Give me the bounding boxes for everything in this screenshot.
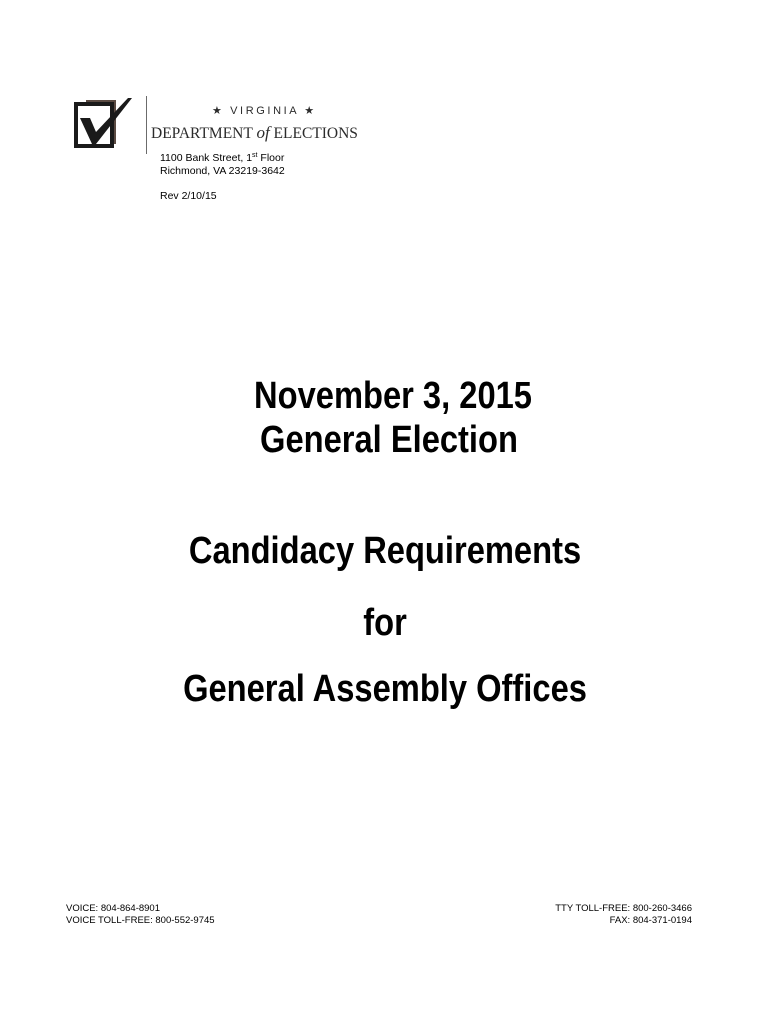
tty-toll-free-phone: TTY TOLL-FREE: 800-260-3466 <box>555 903 692 914</box>
subject-connector: for <box>363 602 407 644</box>
fax-number: FAX: 804-371-0194 <box>609 915 692 926</box>
document-subject: Candidacy Requirements <box>188 530 582 572</box>
election-date: November 3, 2015 <box>254 375 532 417</box>
agency-name-suffix: ELECTIONS <box>273 125 358 142</box>
office-type: General Assembly Offices <box>183 668 587 710</box>
address-line-1-floor: Floor <box>257 152 285 164</box>
revision-date: Rev 2/10/15 <box>160 190 217 202</box>
address-line-1 <box>160 152 284 164</box>
address-line-1-text: 1100 Bank Street, 1 <box>160 152 253 164</box>
agency-name-prefix: DEPARTMENT <box>151 125 253 142</box>
agency-name <box>151 123 358 143</box>
address-line-2: Richmond, VA 23219-3642 <box>160 165 285 177</box>
address-line-1-ordinal: st <box>252 152 258 159</box>
voice-phone: VOICE: 804-864-8901 <box>66 903 161 914</box>
state-label: ★ VIRGINIA ★ <box>212 105 317 117</box>
election-type: General Election <box>260 419 518 461</box>
department-logo-icon <box>74 96 136 152</box>
header-divider <box>146 96 147 154</box>
agency-name-of: of <box>256 123 270 142</box>
voice-toll-free-phone: VOICE TOLL-FREE: 800-552-9745 <box>66 915 215 926</box>
